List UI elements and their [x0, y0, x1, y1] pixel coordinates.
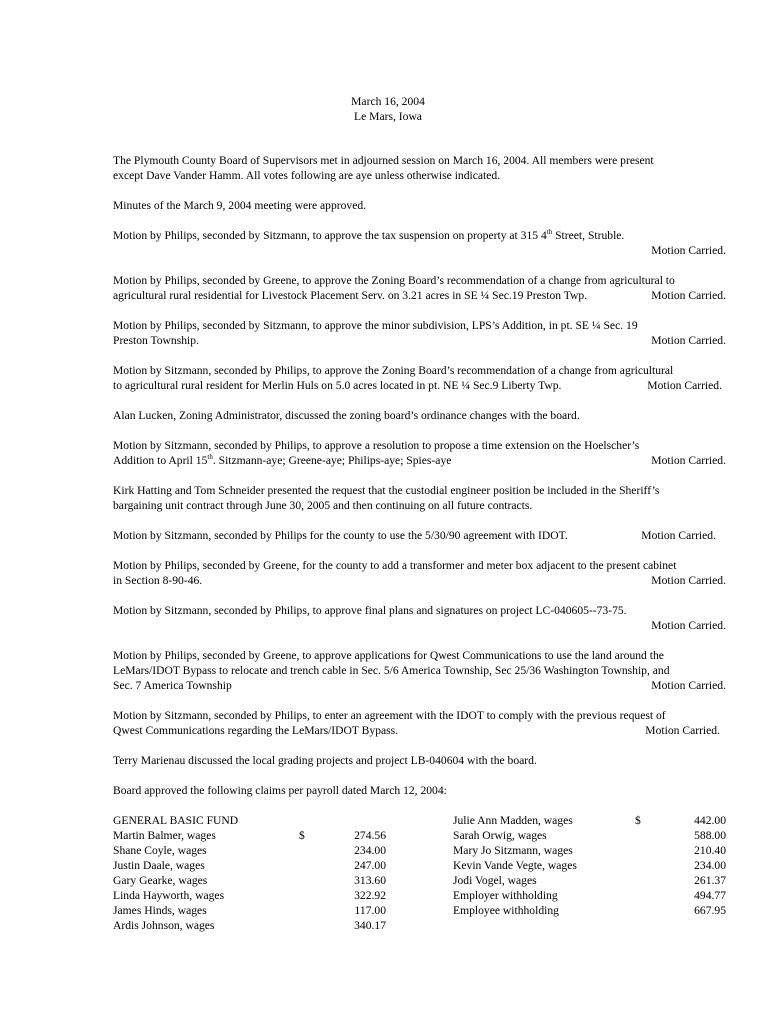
- claim-row: [453, 873, 726, 888]
- claim-name: Shane Coyle, wages: [113, 844, 207, 857]
- claim-amount: 313.60: [354, 874, 386, 887]
- claim-amount: 234.00: [354, 844, 386, 857]
- claims-intro-paragraph: Board approved the following claims per payroll dated March 12, 2004:: [113, 784, 447, 797]
- claim-row: [453, 828, 726, 843]
- text-segment: Motion by Sitzmann, seconded by Philips for the county to use the 5/30/90 agreement with IDOT.: [113, 529, 568, 542]
- motion-status: Motion Carried.: [641, 529, 716, 542]
- claims-column-right: [453, 813, 726, 918]
- text-segment: agricultural rural residential for Livestock Placement Serv. on 3.21 acres in SE ¼ Sec.19 Preston Twp.: [113, 289, 588, 302]
- text-segment: Motion by Philips, seconded by Sitzmann, to approve the tax suspension on property at 315 4: [113, 229, 547, 242]
- text-line: Motion by Sitzmann, seconded by Philips, to approve a resolution to propose a time extension on the Hoelscher’s: [113, 439, 640, 452]
- text-line: Motion by Sitzmann, seconded by Philips, to enter an agreement with the IDOT to comply with the previous request of: [113, 709, 666, 722]
- text-segment: Addition to April 15: [113, 454, 208, 467]
- motion-minor-subdivision: [113, 318, 726, 348]
- text-segment: Preston Township.: [113, 334, 199, 347]
- text-segment: in Section 8-90-46.: [113, 574, 203, 587]
- text-line: [113, 453, 726, 468]
- claim-name: Justin Daale, wages: [113, 859, 205, 872]
- text-line: bargaining unit contract through June 30, 2005 and then continuing on all future contracts.: [113, 499, 533, 512]
- claim-row: [113, 918, 386, 933]
- claim-name: Kevin Vande Vegte, wages: [453, 859, 577, 872]
- claim-row: [113, 873, 386, 888]
- text-line: [113, 288, 726, 303]
- text-line: [113, 333, 726, 348]
- claim-amount: 247.00: [354, 859, 386, 872]
- claim-name: Gary Gearke, wages: [113, 874, 208, 887]
- ordinal-suffix: th: [546, 228, 553, 237]
- claim-row: [453, 843, 726, 858]
- claim-amount: 667.95: [694, 904, 726, 917]
- claim-row: [113, 843, 386, 858]
- text-line: [113, 723, 726, 738]
- claim-name: Sarah Orwig, wages: [453, 829, 547, 842]
- claim-row: [113, 858, 386, 873]
- motion-time-extension: [113, 438, 726, 468]
- claim-row: [453, 813, 726, 828]
- claim-row: [113, 903, 386, 918]
- text-line: Motion by Philips, seconded by Sitzmann, to approve the minor subdivision, LPS’s Addition, in pt. SE ¼ Sec. 19: [113, 319, 638, 332]
- text-segment: Street, Struble.: [552, 229, 625, 242]
- claim-row: [453, 858, 726, 873]
- motion-status: Motion Carried.: [651, 334, 726, 347]
- motion-status: Motion Carried.: [651, 454, 726, 467]
- claim-name: James Hinds, wages: [113, 904, 207, 917]
- text-segment: Sec. 7 America Township: [113, 679, 232, 692]
- claim-amount: 117.00: [354, 904, 386, 917]
- text-line: [113, 678, 726, 693]
- motion-tax-suspension: [113, 228, 726, 258]
- claim-name: Linda Hayworth, wages: [113, 889, 225, 902]
- claim-name: Julie Ann Madden, wages: [453, 814, 573, 827]
- claim-amount: 274.56: [354, 829, 386, 842]
- text-line: except Dave Vander Hamm. All votes following are aye unless otherwise indicated.: [113, 169, 501, 182]
- motion-final-plans: [113, 603, 726, 633]
- motion-status: Motion Carried.: [651, 679, 726, 692]
- text-line: [113, 528, 726, 543]
- custodial-request-paragraph: [113, 483, 726, 513]
- motion-status: Motion Carried.: [647, 379, 722, 392]
- text-segment: to agricultural rural resident for Merlin Huls on 5.0 acres located in pt. NE ¼ Sec.9 Liberty Twp.: [113, 379, 562, 392]
- claim-amount: 340.17: [354, 919, 386, 932]
- text-line: Motion by Sitzmann, seconded by Philips, to approve final plans and signatures on project LC-040605--73-75.: [113, 604, 627, 617]
- text-line: Motion by Philips, seconded by Greene, to approve applications for Qwest Communications to use the land around the: [113, 649, 664, 662]
- claim-amount: 234.00: [694, 859, 726, 872]
- document-header: [0, 94, 770, 124]
- claim-amount: 261.37: [694, 874, 726, 887]
- motion-zoning-livestock: [113, 273, 726, 303]
- text-line: [113, 378, 726, 393]
- text-line: [113, 228, 726, 243]
- motion-status: Motion Carried.: [651, 244, 726, 257]
- claim-name: Employee withholding: [453, 904, 559, 917]
- motion-idot-qwest: [113, 708, 726, 738]
- text-line: Motion by Philips, seconded by Greene, to approve the Zoning Board’s recommendation of a change from agricultural to: [113, 274, 675, 287]
- motion-zoning-huls: [113, 363, 726, 393]
- motion-qwest-applications: [113, 648, 726, 693]
- currency-symbol: $: [635, 814, 641, 827]
- claim-name: Martin Balmer, wages: [113, 829, 216, 842]
- motion-status: Motion Carried.: [645, 724, 720, 737]
- text-segment: . Sitzmann-aye; Greene-aye; Philips-aye; Spies-aye: [212, 454, 452, 467]
- claim-name: Employer withholding: [453, 889, 558, 902]
- zoning-discussion-paragraph: Alan Lucken, Zoning Administrator, discussed the zoning board’s ordinance changes with the board.: [113, 409, 580, 422]
- motion-transformer: [113, 558, 726, 588]
- motion-idot-agreement: [113, 528, 726, 543]
- claims-table: [113, 813, 726, 948]
- claim-amount: 322.92: [354, 889, 386, 902]
- claim-amount: 588.00: [694, 829, 726, 842]
- text-line: [113, 243, 726, 258]
- text-line: Motion by Philips, seconded by Greene, for the county to add a transformer and meter box adjacent to the present cabinet: [113, 559, 677, 572]
- claim-name: Mary Jo Sitzmann, wages: [453, 844, 573, 857]
- claim-amount: 210.40: [694, 844, 726, 857]
- ordinal-suffix: th: [207, 453, 213, 462]
- currency-symbol: $: [299, 829, 305, 842]
- text-line: Kirk Hatting and Tom Schneider presented the request that the custodial engineer position be included in the Sheriff’s: [113, 484, 660, 497]
- claims-column-left: [113, 813, 386, 933]
- claim-row: [113, 828, 386, 843]
- claim-name: Jodi Vogel, wages: [453, 874, 537, 887]
- minutes-approval-paragraph: Minutes of the March 9, 2004 meeting were approved.: [113, 199, 367, 212]
- session-paragraph: [113, 153, 726, 183]
- claim-name: Ardis Johnson, wages: [113, 919, 215, 932]
- claim-amount: 494.77: [694, 889, 726, 902]
- text-line: LeMars/IDOT Bypass to relocate and trench cable in Sec. 5/6 America Township, Sec 25/36 Washington Township, and: [113, 664, 670, 677]
- meeting-location: Le Mars, Iowa: [354, 110, 422, 123]
- text-segment: Qwest Communications regarding the LeMars/IDOT Bypass.: [113, 724, 399, 737]
- claim-row: [453, 903, 726, 918]
- grading-discussion-paragraph: Terry Marienau discussed the local grading projects and project LB-040604 with the board.: [113, 754, 537, 767]
- claim-amount: 442.00: [694, 814, 726, 827]
- claim-row: [113, 888, 386, 903]
- text-line: The Plymouth County Board of Supervisors met in adjourned session on March 16, 2004. All members were present: [113, 154, 654, 167]
- motion-status: Motion Carried.: [651, 289, 726, 302]
- text-line: [113, 618, 726, 633]
- fund-title: GENERAL BASIC FUND: [113, 814, 239, 827]
- meeting-date: March 16, 2004: [351, 95, 425, 108]
- motion-status: Motion Carried.: [651, 574, 726, 587]
- minutes-body: [113, 153, 726, 948]
- text-line: Motion by Sitzmann, seconded by Philips, to approve the Zoning Board’s recommendation of a change from agricultural: [113, 364, 674, 377]
- claim-row: [453, 888, 726, 903]
- text-line: [113, 573, 726, 588]
- motion-status: Motion Carried.: [651, 619, 726, 632]
